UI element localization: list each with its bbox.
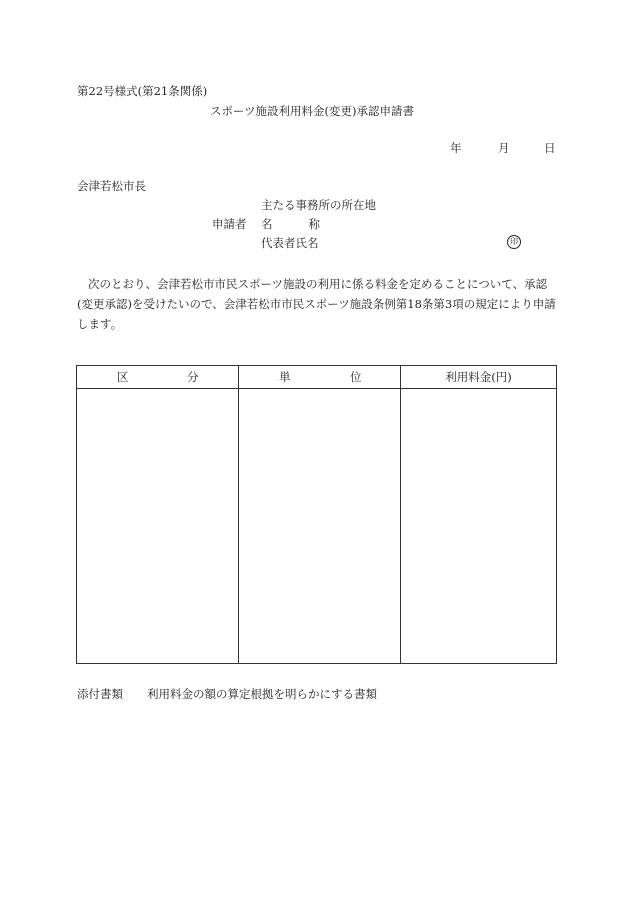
body-text: 次のとおり、会津若松市市民スポーツ施設の利用に係る料金を定めることについて、承認(変更承認)を受けたいので、会津若松市市民スポーツ施設条例第18条第3項の規定により申請します。 bbox=[77, 277, 556, 331]
document-title: スポーツ施設利用料金(変更)承認申請書 bbox=[210, 104, 415, 118]
header-category-char-1: 区 bbox=[117, 370, 129, 384]
table-column-divider bbox=[238, 366, 239, 663]
name-label-char-2: 称 bbox=[308, 217, 320, 231]
attachments-description: 利用料金の額の算定根拠を明らかにする書類 bbox=[147, 687, 377, 701]
form-number: 第22号様式(第21条関係) bbox=[77, 84, 208, 98]
header-unit-char-2: 位 bbox=[350, 370, 362, 384]
representative-name-label: 代表者氏名 bbox=[261, 236, 319, 250]
date-month-label: 月 bbox=[498, 141, 510, 155]
header-fee: 利用料金(円) bbox=[445, 370, 512, 384]
fee-table bbox=[76, 365, 557, 664]
header-category-char-2: 分 bbox=[187, 370, 199, 384]
date-year-label: 年 bbox=[450, 141, 462, 155]
attachments-label: 添付書類 bbox=[77, 687, 123, 701]
date-day-label: 日 bbox=[544, 141, 556, 155]
header-unit-char-1: 単 bbox=[279, 370, 291, 384]
addressee: 会津若松市長 bbox=[77, 179, 146, 193]
applicant-label: 申請者 bbox=[212, 217, 247, 231]
office-location-label: 主たる事務所の所在地 bbox=[261, 198, 376, 212]
table-column-divider bbox=[400, 366, 401, 663]
table-header-divider bbox=[77, 388, 556, 389]
name-label-char-1: 名 bbox=[261, 217, 273, 231]
seal-mark: 印 bbox=[507, 235, 521, 249]
name-label bbox=[261, 219, 320, 231]
